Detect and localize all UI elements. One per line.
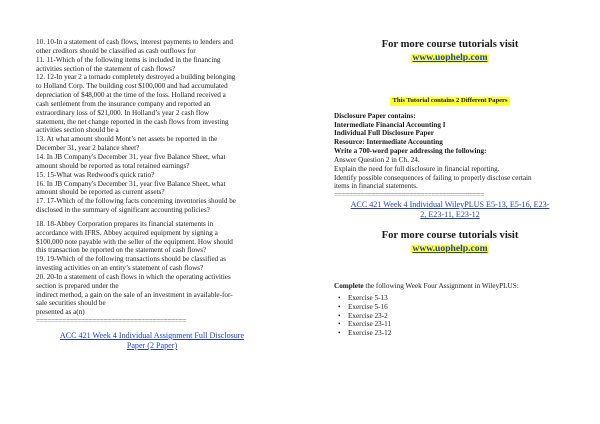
list-item: • Exercise 23-12: [348, 329, 566, 338]
link-line[interactable]: ACC 421 Week 4 Individual WileyPLUS E5-13, E5-16, E23-: [350, 200, 550, 210]
question-line: statement, the net change reported in the cash flows from investing: [36, 117, 229, 126]
question-line: indirect method, a gain on the sale of an investment in available-for-: [36, 290, 233, 299]
body-line: Answer Question 2 in Ch. 24.: [334, 155, 420, 164]
right-column: [334, 38, 566, 338]
question-line: 11. 11-Which of the following items is included in the financing: [36, 55, 221, 64]
question-line: 14. In JB Company's December 31, year five Balance Sheet, what: [36, 152, 226, 161]
paper-details: [334, 112, 566, 156]
question-line: section is prepared under the: [36, 281, 119, 290]
detail-line: Resource: Intermediate Accounting: [334, 138, 443, 147]
complete-text: the following Week Four Assignment in WileyPLUS:: [363, 281, 519, 290]
separator-line: ========================================: [334, 191, 485, 200]
question-list-1: [36, 38, 268, 215]
question-line: $100,000 note payable with the seller of the equipment. How should: [36, 237, 233, 246]
question-line: amount should be reported as total retained earnings?: [36, 161, 190, 170]
question-line: extraordinary loss of $21,000. In Holland’s year 2 cash flow: [36, 108, 210, 117]
full-disclosure-link[interactable]: [36, 331, 268, 351]
link-line[interactable]: Paper (2 Paper): [126, 341, 178, 350]
question-line: cash settlement from the insurance company and reported an: [36, 99, 211, 108]
body-line: Explain the need for full disclosure in financial reporting.: [334, 164, 500, 173]
list-item: • Exercise 23-11: [348, 320, 566, 329]
question-line: 20. 20-In a statement of cash flows in which the operating activities: [36, 272, 231, 281]
question-line: activities section of the statement of cash flows?: [36, 64, 176, 73]
question-line: 17. 17-Which of the following facts concerning inventories should be: [36, 197, 237, 206]
question-line: presented as a(n): [36, 308, 85, 317]
link-line[interactable]: ACC 421 Week 4 Individual Assignment Full Disclosure: [59, 331, 245, 340]
body-line: items in financial statements.: [334, 182, 418, 191]
question-line: 13. At what amount should Mont’s net assets be reported in the: [36, 135, 218, 144]
complete-label: Complete: [334, 281, 364, 290]
wileyplus-link[interactable]: [334, 200, 566, 220]
question-line: December 31, year 2 balance sheet?: [36, 144, 140, 153]
question-line: this transaction be reported on the statement of cash flows?: [36, 246, 207, 255]
question-line: depreciation of $48,000 at the time of the loss. Holland received a: [36, 91, 226, 100]
question-line: 10. 10-In a statement of cash flows, interest payments to lenders and: [36, 38, 234, 46]
body-line: Identify possible consequences of failing to properly disclose certain: [334, 173, 532, 182]
list-item: • Exercise 5-16: [348, 303, 566, 312]
separator-line: ========================================: [36, 317, 187, 326]
question-list-2: [36, 220, 268, 317]
link-line[interactable]: 2, E23-11, E23-12: [420, 210, 480, 220]
detail-line: Write a 700-word paper addressing the following:: [334, 147, 487, 156]
tutorial-highlight: This Tutorial contains 2 Different Papers: [392, 96, 508, 104]
list-item: • Exercise 23-2: [348, 312, 566, 321]
question-line: 19. 19-Which of the following transactions should be classified as: [36, 255, 227, 264]
question-line: activities section should be a: [36, 126, 119, 135]
detail-line: Disclosure Paper contains:: [334, 111, 416, 120]
question-line: sale securities should be: [36, 299, 106, 308]
question-line: amount should be reported as current assets?: [36, 188, 165, 197]
detail-line: Intermediate Financial Accounting I: [334, 120, 446, 129]
exercise-list: [334, 294, 566, 338]
question-line: investing activities on an entity’s statement of cash flows?: [36, 264, 204, 273]
question-line: accordance with IFRS. Abbey acquired equipment by signing a: [36, 228, 218, 237]
complete-instruction: [334, 282, 566, 291]
left-column: [36, 38, 268, 351]
question-line: 16. In JB Company's December 31, year five Balance Sheet, what: [36, 179, 226, 188]
question-line: 15. 15-What was Redwood's quick ratio?: [36, 170, 155, 179]
question-line: other creditors should be classified as cash outflows for: [36, 46, 196, 55]
list-item: • Exercise 5-13: [348, 294, 566, 303]
question-line: 18. 18-Abbey Corporation prepares its financial statements in: [36, 219, 214, 228]
visit-heading-2: For more course tutorials visit: [381, 230, 519, 242]
site-link[interactable]: www.uophelp.com: [412, 52, 488, 63]
detail-line: Individual Full Disclosure Paper: [334, 129, 434, 138]
question-line: disclosed in the summary of significant accounting policies?: [36, 206, 210, 215]
question-line: to Holland Corp. The building cost $100,000 and had accumulated: [36, 82, 228, 91]
question-line: 12. 12-In year 2 a tornado completely destroyed a building belonging: [36, 73, 236, 82]
paper-body: [334, 156, 566, 191]
site-link-2[interactable]: www.uophelp.com: [412, 243, 488, 255]
visit-heading: For more course tutorials visit: [381, 39, 519, 50]
